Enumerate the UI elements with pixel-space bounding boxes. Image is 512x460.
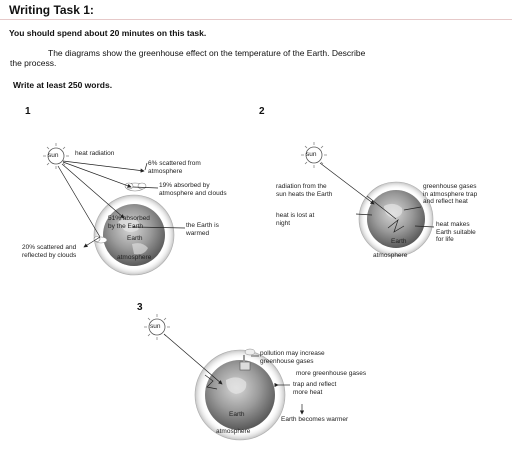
trap-reflect-label	[293, 381, 336, 396]
task-description-line2: the process.	[10, 58, 57, 68]
scattered-6-label	[148, 160, 201, 175]
earth-warmed-line2: warmed	[186, 229, 210, 237]
scattered-20-label	[22, 244, 76, 259]
diagram2-sun-label: sun	[306, 151, 317, 158]
pollution-line2: greenhouse gases	[260, 357, 314, 365]
heat-suitable-line3: for life	[436, 236, 454, 243]
diagram1-sun-label: sun	[48, 152, 59, 159]
diagram3-atmosphere-label: atmosphere	[216, 428, 251, 435]
radiation-line2: sun heats the Earth	[276, 190, 333, 198]
diagram2-number: 2	[259, 106, 265, 117]
diagram1-atmosphere-label: atmosphere	[117, 254, 152, 261]
scattered-6-line2: atmosphere	[148, 167, 183, 175]
trap-reflect-line2: more heat	[293, 388, 323, 396]
absorbed-51-line1: 51% absorbed	[108, 215, 150, 222]
greenhouse-gases-line1: greenhouse gases	[423, 183, 477, 190]
diagram3-number: 3	[137, 302, 143, 313]
diagram3-sun-label: sun	[150, 323, 161, 330]
scattered-6-line1: 6% scattered from	[148, 160, 201, 167]
heat-lost-label	[276, 212, 314, 227]
diagram3-earth-label: Earth	[229, 411, 245, 418]
heat-suitable-label	[436, 221, 476, 244]
heat-suitable-line1: heat makes	[436, 221, 470, 228]
diagram2-earth-label: Earth	[391, 238, 407, 245]
more-gases-label: more greenhouse gases	[296, 370, 367, 377]
diagram1-earth-label: Earth	[127, 235, 143, 242]
earth-warmer-label: Earth becomes warmer	[281, 416, 349, 423]
absorbed-19-line2: atmosphere and clouds	[159, 189, 227, 197]
radiation-line1: radiation from the	[276, 183, 327, 190]
scattered-20-line2: reflected by clouds	[22, 251, 77, 259]
earth-warmed-label	[186, 222, 219, 237]
pollution-line1: pollution may increase	[260, 350, 325, 357]
scattered-20-line1: 20% scattered and	[22, 244, 77, 251]
diagram1-number: 1	[25, 106, 31, 117]
absorbed-51-label	[108, 215, 150, 230]
greenhouse-gases-label	[423, 183, 477, 206]
heat-radiation-label: heat radiation	[75, 150, 115, 157]
greenhouse-gases-line3: and reflect heat	[423, 198, 468, 205]
heat-lost-line1: heat is lost at	[276, 212, 315, 219]
heat-lost-line2: night	[276, 219, 291, 227]
absorbed-19-label	[159, 182, 227, 197]
earth-warmed-line1: the Earth is	[186, 222, 219, 229]
diagram2-atmosphere-label: atmosphere	[373, 252, 408, 259]
task-title: Writing Task 1:	[9, 3, 94, 17]
greenhouse-gases-line2: in atmosphere trap	[423, 190, 478, 198]
absorbed-51-line2: by the Earth	[108, 222, 144, 230]
absorbed-19-line1: 19% absorbed by	[159, 182, 210, 189]
time-instruction: You should spend about 20 minutes on this task.	[9, 28, 207, 38]
trap-reflect-line1: trap and reflect	[293, 381, 337, 388]
task-description-line1: The diagrams show the greenhouse effect on the temperature of the Earth. Describe	[48, 48, 366, 58]
heat-suitable-line2: Earth suitable	[436, 228, 476, 236]
pollution-label	[260, 350, 325, 365]
word-count-instruction: Write at least 250 words.	[13, 80, 113, 90]
radiation-label	[276, 183, 332, 198]
